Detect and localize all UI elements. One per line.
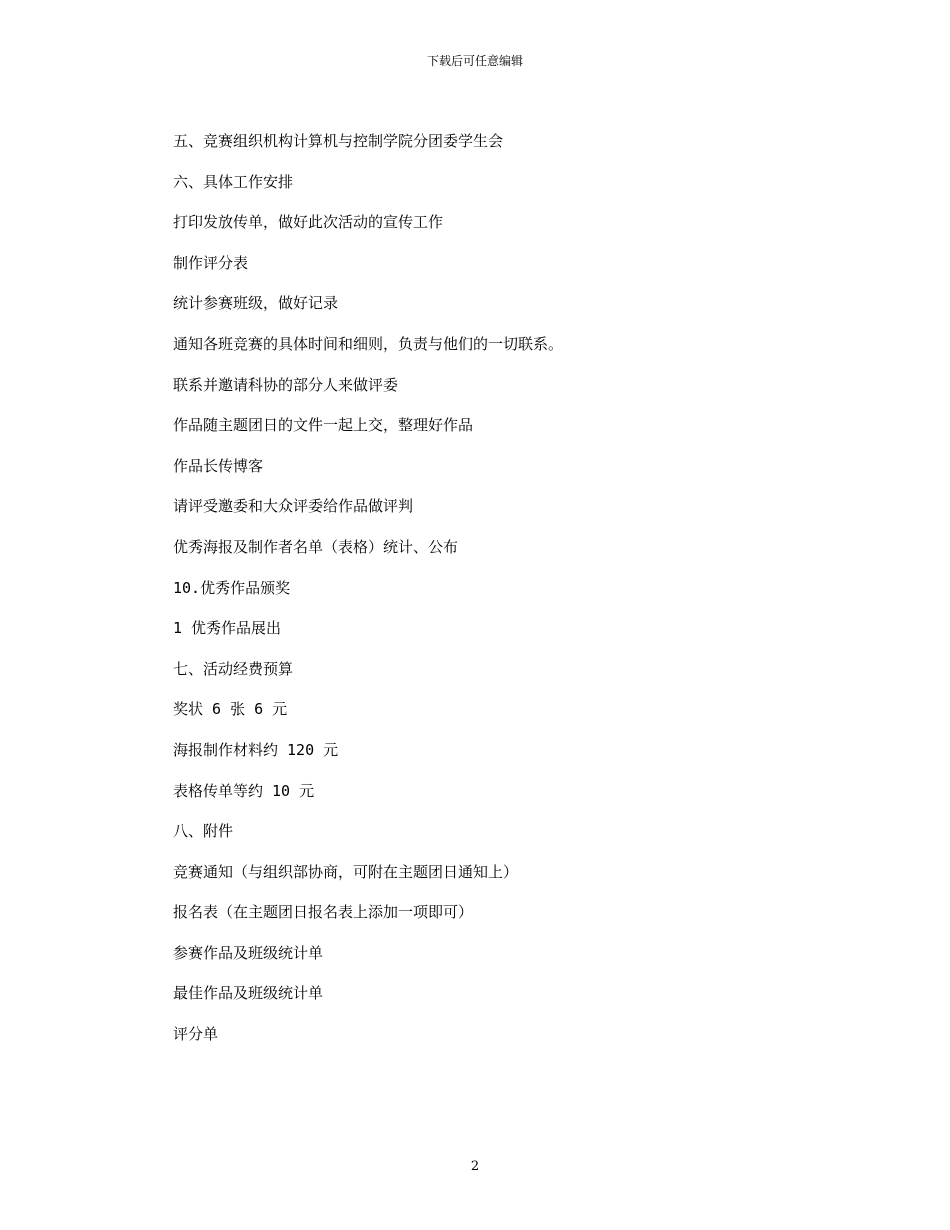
list-item: 制作评分表 xyxy=(173,253,249,272)
page-header: 下载后可任意编辑 xyxy=(426,54,523,68)
list-item: 评分单 xyxy=(173,1025,219,1044)
section-heading-attachments: 八、附件 xyxy=(173,822,234,841)
list-item: 优秀海报及制作者名单（表格）统计、公布 xyxy=(173,537,459,556)
page-number: 2 xyxy=(470,1159,480,1174)
list-item: 作品随主题团日的文件一起上交，整理好作品 xyxy=(173,416,474,435)
list-item: 作品长传博客 xyxy=(173,456,264,475)
list-item: 报名表（在主题团日报名表上添加一项即可） xyxy=(173,903,474,922)
section-heading-budget: 七、活动经费预算 xyxy=(173,659,294,678)
list-item: 表格传单等约 10 元 xyxy=(173,781,315,800)
list-item: 参赛作品及班级统计单 xyxy=(173,943,324,962)
document-body xyxy=(173,128,793,1062)
list-item: 10.优秀作品颁奖 xyxy=(173,578,291,597)
list-item: 海报制作材料约 120 元 xyxy=(173,740,339,759)
list-item: 打印发放传单，做好此次活动的宣传工作 xyxy=(173,213,444,232)
list-item: 1 优秀作品展出 xyxy=(173,619,282,638)
list-item: 最佳作品及班级统计单 xyxy=(173,984,324,1003)
section-heading-organization: 五、竞赛组织机构计算机与控制学院分团委学生会 xyxy=(173,132,504,150)
list-item: 联系并邀请科协的部分人来做评委 xyxy=(173,375,399,394)
section-heading-work-arrangement: 六、具体工作安排 xyxy=(173,172,294,191)
list-item: 请评受邀委和大众评委给作品做评判 xyxy=(173,497,414,516)
list-item: 奖状 6 张 6 元 xyxy=(173,700,288,719)
list-item: 通知各班竞赛的具体时间和细则，负责与他们的一切联系。 xyxy=(173,334,564,353)
list-item: 统计参赛班级，做好记录 xyxy=(173,294,339,313)
list-item: 竞赛通知（与组织部协商，可附在主题团日通知上） xyxy=(173,862,519,881)
